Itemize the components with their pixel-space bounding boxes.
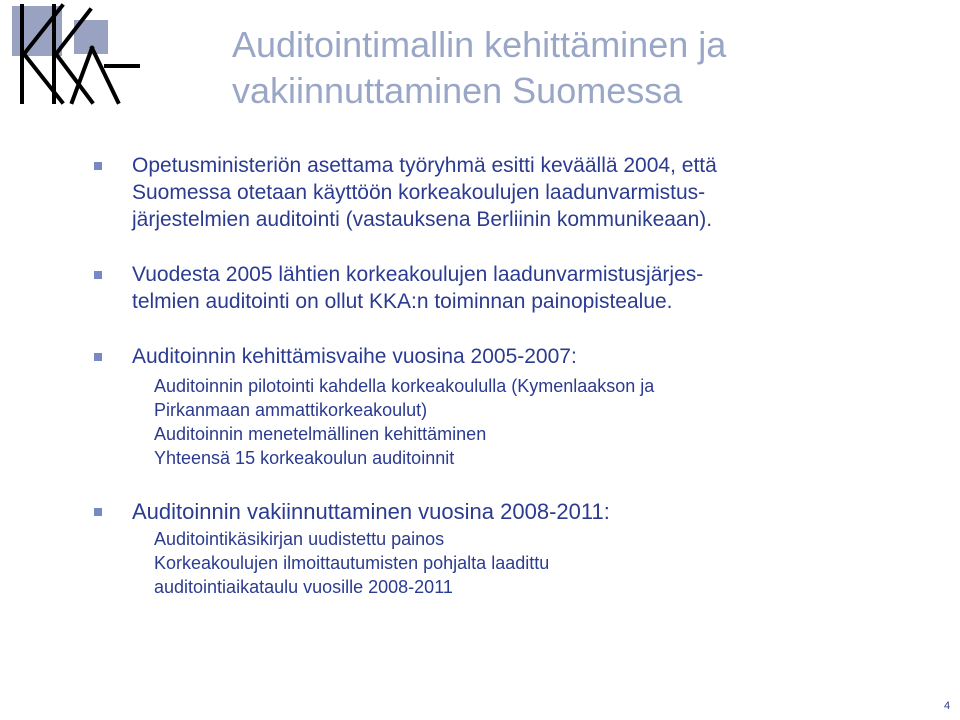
- bullet-1: [92, 152, 942, 233]
- page-number: 4: [944, 700, 951, 712]
- sub-line: Auditointikäsikirjan uudistettu painos: [154, 529, 445, 549]
- bullet-line: Suomessa otetaan käyttöön korkeakoulujen laadunvarmistus-: [132, 181, 706, 204]
- kka-logo-icon: [2, 2, 140, 106]
- sub-line: Auditoinnin pilotointi kahdella korkeakoululla (Kymenlaakson ja: [154, 376, 655, 396]
- sub-line: Auditoinnin menetelmällinen kehittäminen: [154, 424, 487, 444]
- sub-line: Yhteensä 15 korkeakoulun auditoinnit: [154, 448, 455, 468]
- bullet-4: [92, 498, 942, 526]
- slide-title: [232, 22, 932, 114]
- bullet-3-heading: [132, 343, 942, 370]
- bullet-line: telmien auditointi on ollut KKA:n toiminnan painopistealue.: [132, 290, 673, 313]
- sub-line: auditointiaikataulu vuosille 2008-2011: [154, 577, 453, 597]
- bullet-line: Opetusministeriön asettama työryhmä esitti keväällä 2004, että: [132, 154, 717, 177]
- square-bullet-icon: [94, 162, 102, 170]
- bullet-4-subitems: [92, 527, 942, 599]
- square-bullet-icon: [94, 271, 102, 279]
- bullet-heading: Auditoinnin kehittämisvaihe vuosina 2005-2007:: [132, 345, 577, 368]
- slide-content: [92, 152, 942, 599]
- bullet-2-text: [132, 261, 942, 315]
- bullet-2: [92, 261, 942, 315]
- bullet-4-heading: [132, 498, 942, 526]
- bullet-1-text: [132, 152, 942, 233]
- square-bullet-icon: [94, 353, 102, 361]
- sub-line: Korkeakoulujen ilmoittautumisten pohjalta laadittu: [154, 553, 550, 573]
- square-bullet-icon: [94, 508, 102, 516]
- bullet-3-subitems: [92, 374, 942, 470]
- sub-line: Pirkanmaan ammattikorkeakoulut): [154, 400, 428, 420]
- title-line-1: Auditointimallin kehittäminen ja: [232, 24, 727, 65]
- bullet-heading: Auditoinnin vakiinnuttaminen vuosina 2008-2011:: [132, 499, 610, 524]
- title-line-2: vakiinnuttaminen Suomessa: [232, 70, 683, 111]
- bullet-line: järjestelmien auditointi (vastauksena Berliinin kommunikeaan).: [132, 208, 713, 231]
- bullet-3: [92, 343, 942, 370]
- bullet-line: Vuodesta 2005 lähtien korkeakoulujen laadunvarmistusjärjes-: [132, 263, 704, 286]
